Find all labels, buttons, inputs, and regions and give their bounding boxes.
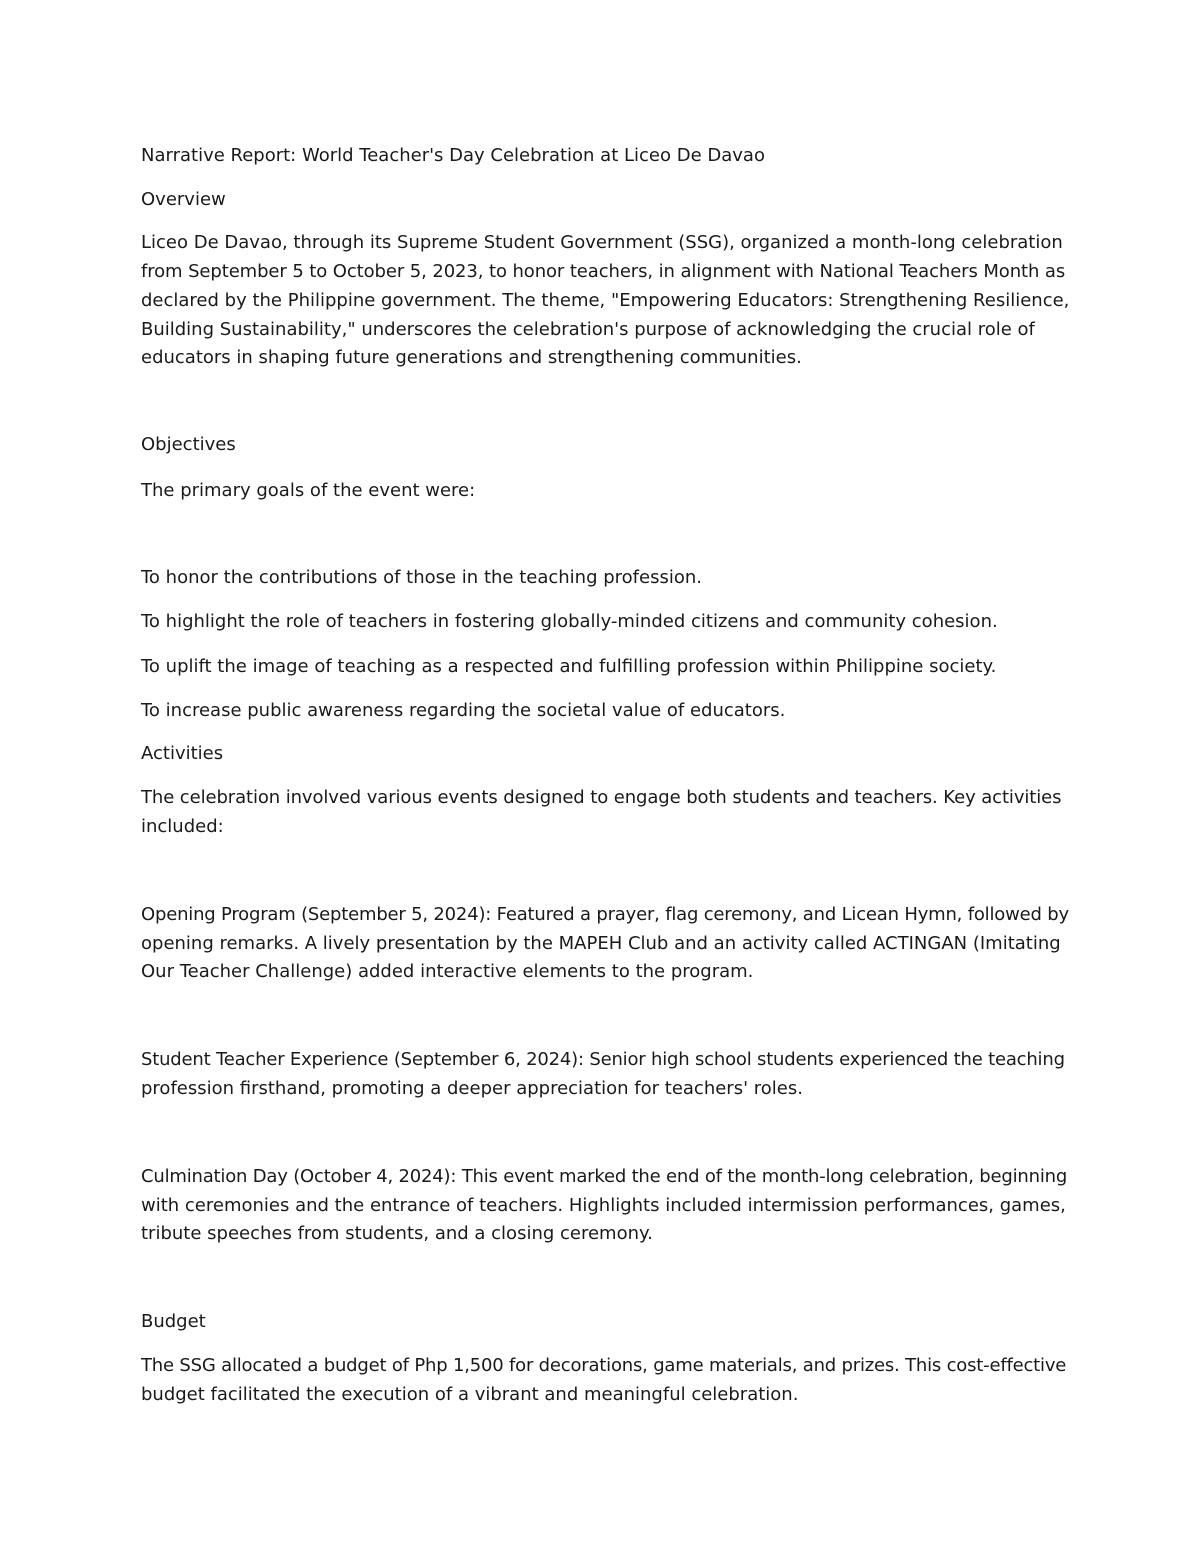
student-teacher-line: Student Teacher Experience (September 6, 2024): Senior high school students experienced the teaching <box>141 1049 1065 1070</box>
objective-item: To honor the contributions of those in the teaching profession. <box>141 567 702 588</box>
activities-heading: Activities <box>141 743 224 764</box>
overview-heading: Overview <box>141 189 226 210</box>
objective-item: To increase public awareness regarding the societal value of educators. <box>141 700 786 721</box>
budget-line: The SSG allocated a budget of Php 1,500 for decorations, game materials, and prizes. This cost-effective <box>141 1355 1067 1376</box>
overview-line: educators in shaping future generations and strengthening communities. <box>141 347 802 368</box>
student-teacher-line: profession firsthand, promoting a deeper appreciation for teachers' roles. <box>141 1078 803 1099</box>
opening-program-line: opening remarks. A lively presentation by the MAPEH Club and an activity called ACTINGAN (Imitating <box>141 933 1061 954</box>
overview-line: Liceo De Davao, through its Supreme Student Government (SSG), organized a month-long celebration <box>141 232 1063 253</box>
activities-intro-line: The celebration involved various events designed to engage both students and teachers. Key activities <box>141 787 1062 808</box>
culmination-day-line: Culmination Day (October 4, 2024): This event marked the end of the month-long celebration, beginning <box>141 1166 1068 1187</box>
opening-program-line: Our Teacher Challenge) added interactive elements to the program. <box>141 961 754 982</box>
overview-line: Building Sustainability," underscores the celebration's purpose of acknowledging the crucial role of <box>141 319 1035 340</box>
overview-line: from September 5 to October 5, 2023, to honor teachers, in alignment with National Teachers Month as <box>141 261 1066 282</box>
activities-intro-line: included: <box>141 816 224 837</box>
opening-program-line: Opening Program (September 5, 2024): Featured a prayer, flag ceremony, and Licean Hymn, followed by <box>141 904 1069 925</box>
culmination-day-line: with ceremonies and the entrance of teachers. Highlights included intermission performances, games, <box>141 1195 1066 1216</box>
overview-line: declared by the Philippine government. The theme, "Empowering Educators: Strengthening Resilience, <box>141 290 1070 311</box>
objectives-heading: Objectives <box>141 434 236 455</box>
budget-heading: Budget <box>141 1311 206 1332</box>
objective-item: To uplift the image of teaching as a respected and fulfilling profession within Philippine society. <box>141 656 997 677</box>
budget-line: budget facilitated the execution of a vibrant and meaningful celebration. <box>141 1384 799 1405</box>
objective-item: To highlight the role of teachers in fostering globally-minded citizens and community cohesion. <box>141 611 998 632</box>
culmination-day-line: tribute speeches from students, and a closing ceremony. <box>141 1223 653 1244</box>
document-title: Narrative Report: World Teacher's Day Celebration at Liceo De Davao <box>141 145 765 166</box>
objectives-intro: The primary goals of the event were: <box>141 480 476 501</box>
